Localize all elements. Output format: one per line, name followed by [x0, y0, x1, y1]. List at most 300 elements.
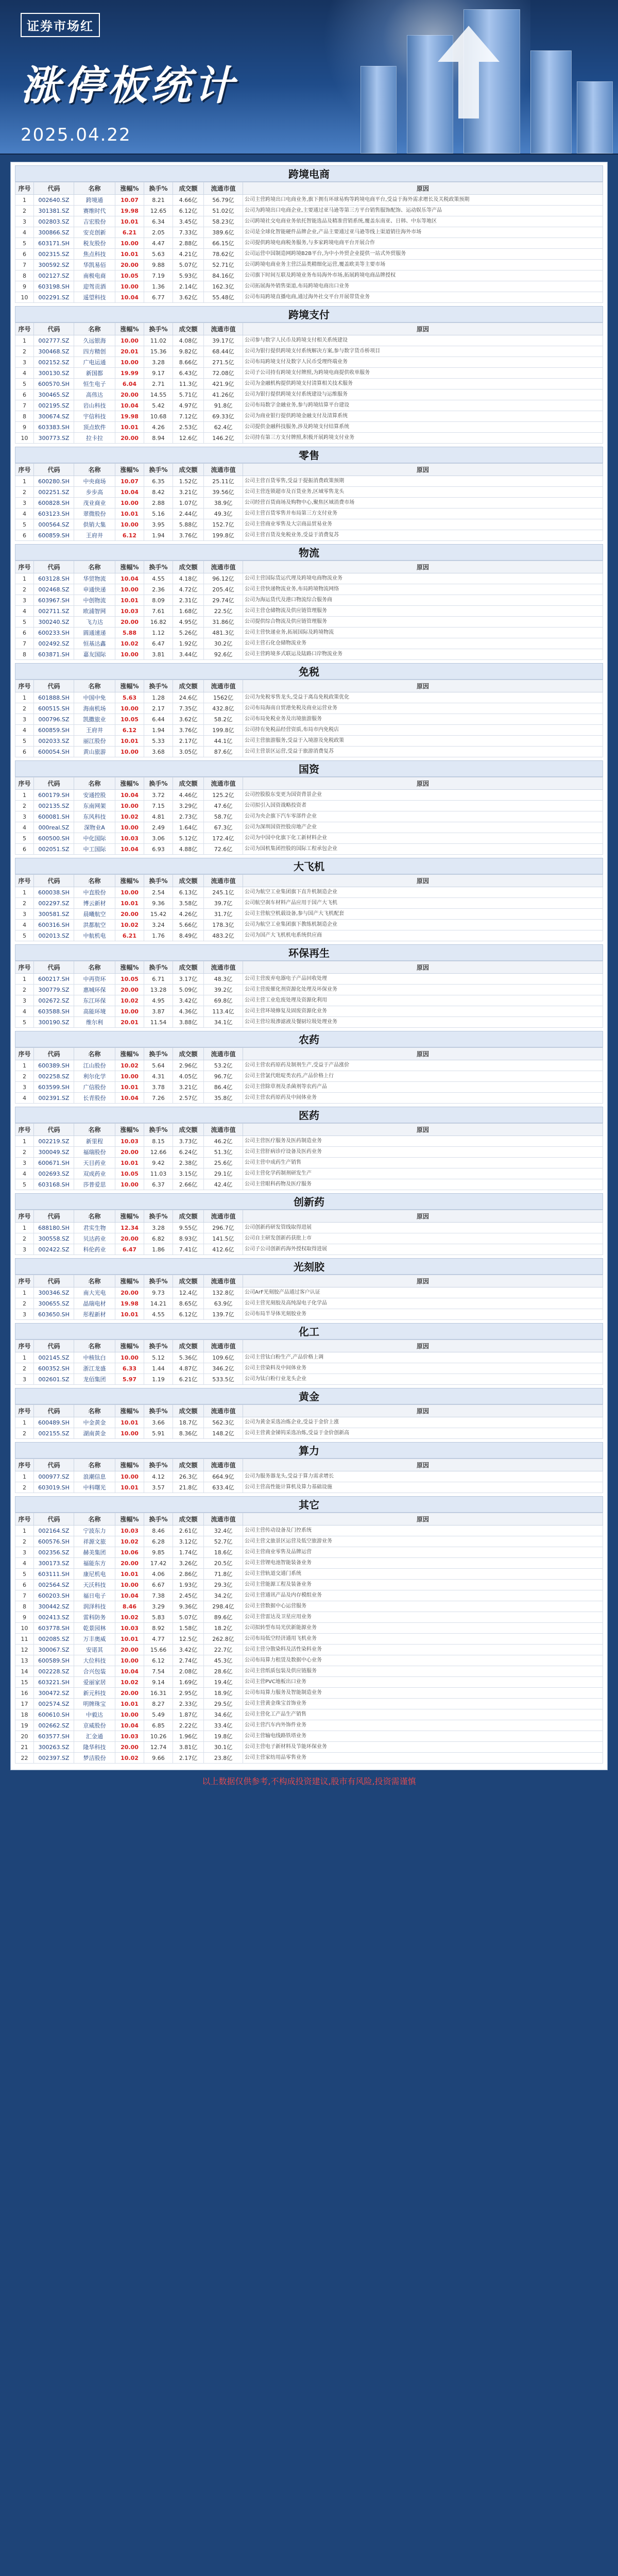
sector-title: 国资 — [15, 760, 603, 777]
column-header: 换手% — [144, 777, 173, 790]
cell-ch: 6.28 — [144, 1536, 173, 1547]
cell-name: 维尔利 — [74, 1017, 115, 1028]
cell-code: 603221.SH — [34, 1677, 74, 1688]
cell-reason: 公司主营除草剂及杀菌剂等农药产品 — [243, 1082, 603, 1093]
cell-idx: 10 — [15, 1623, 34, 1634]
table-row[interactable] — [15, 1699, 603, 1709]
table-header-row — [15, 182, 603, 195]
table-row[interactable] — [15, 714, 603, 725]
cell-code: 688180.SH — [34, 1223, 74, 1233]
table-row[interactable] — [15, 1569, 603, 1580]
cell-idx: 5 — [15, 1569, 34, 1580]
cell-name: 南大光电 — [74, 1287, 115, 1298]
table-row[interactable] — [15, 1287, 603, 1298]
cell-amt: 2.17亿 — [173, 1753, 204, 1764]
column-header: 换手% — [144, 875, 173, 887]
cell-idx: 5 — [15, 833, 34, 844]
cell-idx: 3 — [15, 995, 34, 1006]
cell-cap: 31.7亿 — [204, 909, 243, 920]
table-row[interactable] — [15, 1471, 603, 1482]
cell-amt: 21.8亿 — [173, 1482, 204, 1493]
table-row[interactable] — [15, 1753, 603, 1764]
cell-pct: 10.02 — [115, 1612, 144, 1623]
table-row[interactable] — [15, 519, 603, 530]
cell-pct: 10.00 — [115, 1709, 144, 1720]
cell-code: 002155.SZ — [34, 1428, 74, 1439]
cell-idx: 7 — [15, 260, 34, 270]
table-row[interactable] — [15, 1147, 603, 1158]
cell-amt: 2.61亿 — [173, 1526, 204, 1536]
cell-name: 润泽科技 — [74, 1601, 115, 1612]
cell-pct: 10.00 — [115, 649, 144, 660]
cell-code: 603383.SH — [34, 422, 74, 433]
cell-idx: 15 — [15, 1677, 34, 1688]
cell-name: 税友股份 — [74, 238, 115, 249]
table-row[interactable] — [15, 703, 603, 714]
cell-name: 欧浦智网 — [74, 606, 115, 617]
cell-reason: 公司主营传动设备及门控系统 — [243, 1526, 603, 1536]
cell-pct: 10.07 — [115, 476, 144, 487]
table-row[interactable] — [15, 1601, 603, 1612]
cell-idx: 8 — [15, 270, 34, 281]
table-row[interactable] — [15, 1612, 603, 1623]
table-row[interactable] — [15, 1720, 603, 1731]
column-header: 流通市值 — [204, 464, 243, 476]
sector-title: 黄金 — [15, 1388, 603, 1404]
table-row[interactable] — [15, 1547, 603, 1558]
column-header: 名称 — [74, 1405, 115, 1417]
cell-cap: 30.2亿 — [204, 638, 243, 649]
cell-code: 301381.SZ — [34, 206, 74, 216]
cell-reason: 公司为银行提供跨境支付系统建设与运维服务 — [243, 389, 603, 400]
cell-name: 东南网架 — [74, 801, 115, 811]
cell-ch: 9.85 — [144, 1547, 173, 1558]
table-row[interactable] — [15, 833, 603, 844]
column-header: 代码 — [34, 323, 74, 335]
table-row[interactable] — [15, 606, 603, 617]
column-header: 名称 — [74, 1124, 115, 1136]
cell-name: 海南机场 — [74, 703, 115, 714]
cell-amt: 1.68亿 — [173, 606, 204, 617]
table-row[interactable] — [15, 281, 603, 292]
cell-idx: 17 — [15, 1699, 34, 1709]
cell-name: 晶瑞电材 — [74, 1298, 115, 1309]
cell-idx: 1 — [15, 1287, 34, 1298]
table-row[interactable] — [15, 736, 603, 747]
cell-amt: 1.69亿 — [173, 1677, 204, 1688]
table-row[interactable] — [15, 1233, 603, 1244]
cell-pct: 10.00 — [115, 887, 144, 898]
table-row[interactable] — [15, 887, 603, 898]
table-row[interactable] — [15, 1352, 603, 1363]
cell-amt: 1.64亿 — [173, 822, 204, 833]
table-row[interactable] — [15, 368, 603, 379]
cell-code: 603650.SH — [34, 1309, 74, 1320]
cell-amt: 3.76亿 — [173, 530, 204, 541]
cell-name: 圆通速递 — [74, 628, 115, 638]
cell-ch: 2.36 — [144, 584, 173, 595]
table-row[interactable] — [15, 822, 603, 833]
cell-code: 002662.SZ — [34, 1720, 74, 1731]
table-row[interactable] — [15, 195, 603, 206]
table-row[interactable] — [15, 216, 603, 227]
table-row[interactable] — [15, 400, 603, 411]
table-row[interactable] — [15, 422, 603, 433]
cell-pct: 10.01 — [115, 736, 144, 747]
cell-idx: 4 — [15, 1093, 34, 1104]
table-row[interactable] — [15, 1363, 603, 1374]
table-row[interactable] — [15, 1709, 603, 1720]
cell-idx: 8 — [15, 649, 34, 660]
cell-reason: 公司为航空工业集团旗下直升机制造企业 — [243, 887, 603, 898]
cell-reason: 公司为国产大飞机机电系统供应商 — [243, 930, 603, 941]
table-row[interactable] — [15, 389, 603, 400]
table-row[interactable] — [15, 335, 603, 346]
table-row[interactable] — [15, 1179, 603, 1190]
cell-code: 600589.SH — [34, 1655, 74, 1666]
cell-idx: 1 — [15, 1352, 34, 1363]
cell-reason: 公司布局算力租赁及数据中心业务 — [243, 1655, 603, 1666]
cell-idx: 3 — [15, 1082, 34, 1093]
cell-name: 中再资环 — [74, 974, 115, 985]
cell-cap: 162.3亿 — [204, 281, 243, 292]
table-row[interactable] — [15, 584, 603, 595]
cell-idx: 1 — [15, 692, 34, 703]
cell-amt: 4.36亿 — [173, 1006, 204, 1017]
table-row[interactable] — [15, 1417, 603, 1428]
cell-idx: 6 — [15, 844, 34, 855]
table-row[interactable] — [15, 1688, 603, 1699]
cell-ch: 7.26 — [144, 1093, 173, 1104]
table-row[interactable] — [15, 260, 603, 270]
table-row[interactable] — [15, 1158, 603, 1168]
cell-cap: 89.6亿 — [204, 1612, 243, 1623]
table-row[interactable] — [15, 346, 603, 357]
table-row[interactable] — [15, 974, 603, 985]
cell-amt: 3.42亿 — [173, 995, 204, 1006]
table-row[interactable] — [15, 1623, 603, 1634]
table-row[interactable] — [15, 930, 603, 941]
table-row[interactable] — [15, 1168, 603, 1179]
table-row[interactable] — [15, 1526, 603, 1536]
cell-cap: 30.1亿 — [204, 1742, 243, 1753]
cell-cap: 51.3亿 — [204, 1147, 243, 1158]
cell-code: 300468.SZ — [34, 346, 74, 357]
table-row[interactable] — [15, 725, 603, 736]
table-row[interactable] — [15, 1677, 603, 1688]
column-header: 流通市值 — [204, 1275, 243, 1287]
cell-cap: 96.12亿 — [204, 573, 243, 584]
cell-code: 300465.SZ — [34, 389, 74, 400]
cell-ch: 5.12 — [144, 1352, 173, 1363]
cell-code: 600081.SH — [34, 811, 74, 822]
table-row[interactable] — [15, 238, 603, 249]
cell-reason: 公司自主研发创新药获批上市 — [243, 1233, 603, 1244]
cell-ch: 5.91 — [144, 1428, 173, 1439]
sector-title: 光刻胶 — [15, 1258, 603, 1275]
cell-code: 601888.SH — [34, 692, 74, 703]
table-row[interactable] — [15, 801, 603, 811]
table-row[interactable] — [15, 379, 603, 389]
cell-ch: 5.16 — [144, 509, 173, 519]
table-row[interactable] — [15, 1731, 603, 1742]
table-row[interactable] — [15, 1082, 603, 1093]
cell-pct: 10.03 — [115, 1136, 144, 1147]
table-row[interactable] — [15, 1298, 603, 1309]
cell-reason: 公司主营染料及中间体业务 — [243, 1363, 603, 1374]
table-row[interactable] — [15, 595, 603, 606]
table-row[interactable] — [15, 1136, 603, 1147]
table-row[interactable] — [15, 1060, 603, 1071]
column-header: 名称 — [74, 1275, 115, 1287]
cell-idx: 9 — [15, 422, 34, 433]
cell-cap: 31.86亿 — [204, 617, 243, 628]
cell-name: 龙佰集团 — [74, 1374, 115, 1385]
table-row[interactable] — [15, 357, 603, 368]
cell-cap: 481.3亿 — [204, 628, 243, 638]
table-row[interactable] — [15, 844, 603, 855]
cell-amt: 26.3亿 — [173, 1471, 204, 1482]
cell-pct: 10.04 — [115, 1093, 144, 1104]
cell-ch: 4.55 — [144, 573, 173, 584]
cell-name: 王府井 — [74, 530, 115, 541]
cell-idx: 1 — [15, 1471, 34, 1482]
table-row[interactable] — [15, 1017, 603, 1028]
cell-reason: 公司主营农药原药及中间体业务 — [243, 1093, 603, 1104]
table-row[interactable] — [15, 1655, 603, 1666]
cell-amt: 4.97亿 — [173, 400, 204, 411]
cell-pct: 8.46 — [115, 1601, 144, 1612]
cell-cap: 199.8亿 — [204, 725, 243, 736]
cell-amt: 7.35亿 — [173, 703, 204, 714]
cell-cap: 69.33亿 — [204, 411, 243, 422]
cell-idx: 2 — [15, 1428, 34, 1439]
cell-reason: 公司持有第三方支付牌照,积极开展跨境支付业务 — [243, 433, 603, 444]
cell-idx: 5 — [15, 238, 34, 249]
table-row[interactable] — [15, 909, 603, 920]
table-row[interactable] — [15, 411, 603, 422]
cell-cap: 52.71亿 — [204, 260, 243, 270]
cell-ch: 3.78 — [144, 1082, 173, 1093]
table-row[interactable] — [15, 995, 603, 1006]
sector-title: 化工 — [15, 1323, 603, 1340]
column-header: 序号 — [15, 561, 34, 573]
cell-name: 梦洁股份 — [74, 1753, 115, 1764]
cell-amt: 5.09亿 — [173, 985, 204, 995]
cell-reason: 公司主营农药原药及制剂生产,受益于产品涨价 — [243, 1060, 603, 1071]
cell-cap: 58.7亿 — [204, 811, 243, 822]
table-row[interactable] — [15, 1309, 603, 1320]
cell-cap: 245.1亿 — [204, 887, 243, 898]
table-row[interactable] — [15, 498, 603, 509]
column-header: 涨幅% — [115, 1405, 144, 1417]
table-row[interactable] — [15, 898, 603, 909]
table-row[interactable] — [15, 1742, 603, 1753]
table-row[interactable] — [15, 476, 603, 487]
sector-title: 创新药 — [15, 1193, 603, 1210]
cell-ch: 4.77 — [144, 1634, 173, 1645]
cell-pct: 10.04 — [115, 292, 144, 303]
cell-name: 彤程新材 — [74, 1309, 115, 1320]
column-header: 代码 — [34, 1048, 74, 1060]
table-row[interactable] — [15, 1071, 603, 1082]
table-row[interactable] — [15, 1006, 603, 1017]
column-header: 代码 — [34, 1275, 74, 1287]
cell-name: 赫美集团 — [74, 1547, 115, 1558]
cell-reason: 公司主营肝病诊疗设备及医药业务 — [243, 1147, 603, 1158]
cell-reason: 公司为航空工业集团旗下教练机制造企业 — [243, 920, 603, 930]
column-header: 换手% — [144, 1275, 173, 1287]
table-row[interactable] — [15, 692, 603, 703]
table-row[interactable] — [15, 206, 603, 216]
table-row[interactable] — [15, 638, 603, 649]
cell-ch: 9.17 — [144, 368, 173, 379]
table-header-row — [15, 1459, 603, 1471]
column-header: 原因 — [243, 182, 603, 195]
cell-ch: 2.17 — [144, 703, 173, 714]
cell-cap: 132.8亿 — [204, 1287, 243, 1298]
table-row[interactable] — [15, 249, 603, 260]
table-row[interactable] — [15, 1093, 603, 1104]
column-header: 涨幅% — [115, 1459, 144, 1471]
cell-reason: 公司主营化工产品生产销售 — [243, 1709, 603, 1720]
cell-ch: 6.34 — [144, 216, 173, 227]
cell-idx: 7 — [15, 400, 34, 411]
cell-cap: 69.8亿 — [204, 995, 243, 1006]
cell-amt: 6.13亿 — [173, 887, 204, 898]
cell-idx: 16 — [15, 1688, 34, 1699]
cell-reason: 公司为中国中化旗下化工新材料企业 — [243, 833, 603, 844]
cell-cap: 78.62亿 — [204, 249, 243, 260]
cell-code: 000564.SZ — [34, 519, 74, 530]
cell-code: 600515.SH — [34, 703, 74, 714]
cell-ch: 6.12 — [144, 1655, 173, 1666]
cell-cap: 1562亿 — [204, 692, 243, 703]
cell-cap: 58.2亿 — [204, 714, 243, 725]
table-row[interactable] — [15, 747, 603, 757]
cell-cap: 34.1亿 — [204, 1017, 243, 1028]
table-row[interactable] — [15, 573, 603, 584]
table-row[interactable] — [15, 1645, 603, 1655]
cell-ch: 9.42 — [144, 1158, 173, 1168]
cell-amt: 12.4亿 — [173, 1287, 204, 1298]
cell-pct: 20.00 — [115, 260, 144, 270]
table-row[interactable] — [15, 1558, 603, 1569]
table-row[interactable] — [15, 227, 603, 238]
sector-section — [15, 1496, 603, 1764]
table-row[interactable] — [15, 1223, 603, 1233]
table-row[interactable] — [15, 1666, 603, 1677]
cell-ch: 3.87 — [144, 1006, 173, 1017]
cell-pct: 10.06 — [115, 1547, 144, 1558]
cell-pct: 10.00 — [115, 747, 144, 757]
column-header: 换手% — [144, 1124, 173, 1136]
column-header: 原因 — [243, 1459, 603, 1471]
table-row[interactable] — [15, 1634, 603, 1645]
table-row[interactable] — [15, 617, 603, 628]
column-header: 换手% — [144, 1459, 173, 1471]
cell-idx: 1 — [15, 1417, 34, 1428]
cell-name: 茂业商业 — [74, 498, 115, 509]
cell-pct: 10.02 — [115, 1536, 144, 1547]
table-header-row — [15, 323, 603, 335]
table-row[interactable] — [15, 292, 603, 303]
column-header: 名称 — [74, 1340, 115, 1352]
cell-name: 飞力达 — [74, 617, 115, 628]
cell-cap: 29.3亿 — [204, 1580, 243, 1590]
table-row[interactable] — [15, 790, 603, 801]
cell-name: 中创物流 — [74, 595, 115, 606]
column-header: 序号 — [15, 777, 34, 790]
cell-code: 600352.SH — [34, 1363, 74, 1374]
cell-ch: 12.74 — [144, 1742, 173, 1753]
table-row[interactable] — [15, 433, 603, 444]
column-header: 序号 — [15, 1210, 34, 1223]
table-row[interactable] — [15, 920, 603, 930]
cell-reason: 公司主营轨道交通门系统 — [243, 1569, 603, 1580]
column-header: 代码 — [34, 875, 74, 887]
cell-cap: 29.1亿 — [204, 1168, 243, 1179]
cell-ch: 9.36 — [144, 898, 173, 909]
cell-amt: 6.21亿 — [173, 1374, 204, 1385]
cell-idx: 2 — [15, 584, 34, 595]
cell-code: 600203.SH — [34, 1590, 74, 1601]
table-row[interactable] — [15, 649, 603, 660]
cell-code: 002777.SZ — [34, 335, 74, 346]
cell-amt: 3.58亿 — [173, 898, 204, 909]
cell-idx: 3 — [15, 714, 34, 725]
table-row[interactable] — [15, 1482, 603, 1493]
cell-idx: 9 — [15, 281, 34, 292]
column-header: 原因 — [243, 464, 603, 476]
cell-pct: 10.01 — [115, 1309, 144, 1320]
cell-code: 603019.SH — [34, 1482, 74, 1493]
table-row[interactable] — [15, 270, 603, 281]
table-row[interactable] — [15, 530, 603, 541]
brand-logo: 证券市场红 — [21, 13, 100, 37]
column-header: 代码 — [34, 1513, 74, 1526]
table-row[interactable] — [15, 1590, 603, 1601]
cell-ch: 6.67 — [144, 1580, 173, 1590]
table-row[interactable] — [15, 985, 603, 995]
cell-code: 603198.SH — [34, 281, 74, 292]
column-header: 流通市值 — [204, 777, 243, 790]
table-row[interactable] — [15, 1244, 603, 1255]
cell-name: 科伦药业 — [74, 1244, 115, 1255]
cell-name: 君实生物 — [74, 1223, 115, 1233]
cell-idx: 1 — [15, 1136, 34, 1147]
table-header-row — [15, 1275, 603, 1287]
cell-name: 中金黄金 — [74, 1417, 115, 1428]
table-row[interactable] — [15, 1536, 603, 1547]
column-header: 涨幅% — [115, 1124, 144, 1136]
cell-code: 002251.SZ — [34, 487, 74, 498]
cell-idx: 2 — [15, 1233, 34, 1244]
table-row[interactable] — [15, 1374, 603, 1385]
table-row[interactable] — [15, 811, 603, 822]
column-header: 序号 — [15, 1048, 34, 1060]
cell-name: 利尔化学 — [74, 1071, 115, 1082]
cell-ch: 6.93 — [144, 844, 173, 855]
table-row[interactable] — [15, 1428, 603, 1439]
table-header-row — [15, 680, 603, 692]
table-row[interactable] — [15, 1580, 603, 1590]
table-row[interactable] — [15, 509, 603, 519]
column-header: 序号 — [15, 961, 34, 974]
table-row[interactable] — [15, 487, 603, 498]
table-row[interactable] — [15, 628, 603, 638]
limit-up-table — [15, 1459, 603, 1493]
